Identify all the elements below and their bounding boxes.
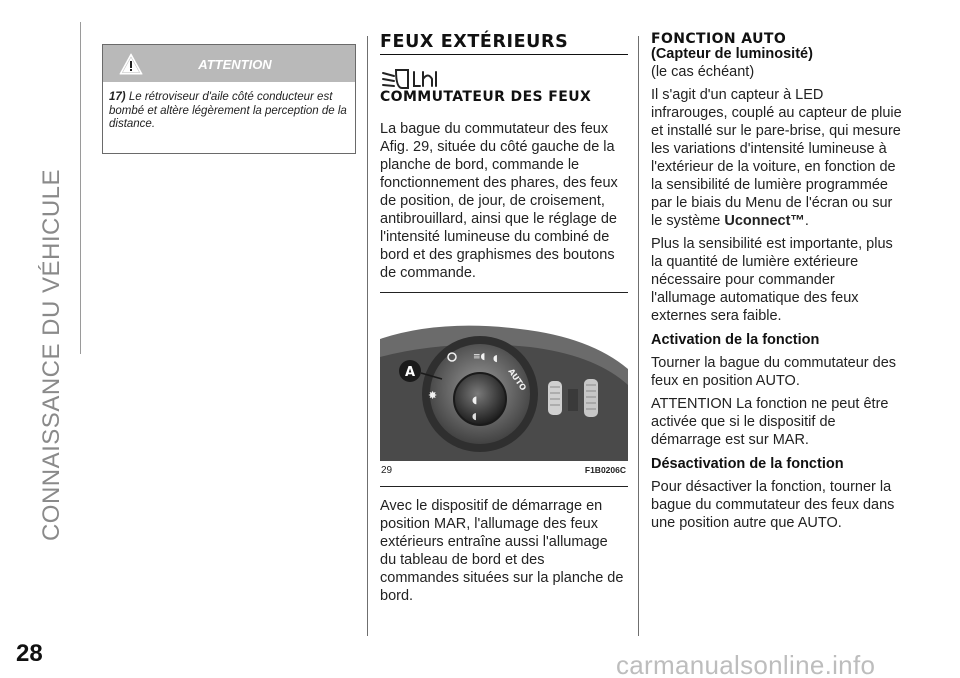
auto-function-subtitle: (Capteur de luminosité) — [651, 46, 813, 62]
light-switch-illustration — [380, 299, 628, 461]
side-divider — [80, 22, 81, 354]
deactivation-text: Pour désactiver la fonction, tourner la bague du commutateur des feux dans une position autre que AUTO. — [651, 479, 895, 531]
headlight-icon — [380, 64, 440, 92]
svg-text:✸: ✸ — [428, 389, 438, 402]
svg-text:◖: ◖ — [472, 395, 478, 406]
svg-text:≡◖: ≡◖ — [473, 352, 486, 362]
figure-auto-label: AUTO — [506, 366, 528, 393]
activation-text: Tourner la bague du commutateur des feux en position AUTO. — [651, 355, 897, 389]
deactivation-heading: Désactivation de la fonction — [651, 456, 844, 472]
side-heading-text: CONNAISSANCE DU VÉHICULE — [38, 168, 65, 542]
activation-heading: Activation de la fonction — [651, 332, 820, 348]
note-text: Le rétroviseur d'aile côté conducteur est bombé et altère légèrement la perception de la distance. — [109, 91, 347, 130]
sensor-text: Il s'agit d'un capteur à LED infrarouges, couplé au capteur de pluie et installé sur le pare-brise, qui mesure les variations d'intensité lumineuse à l'extérieur de la voiture, en fonction de la sensibilité de lumière programmée par le biais du Menu de l'écran ou sur le système — [651, 87, 902, 229]
sensitivity-paragraph: Plus la sensibilité est importante, plus la quantité de lumière extérieure nécessaire pour commander l'allumage automatique des feux externes sera faible. — [651, 236, 893, 324]
attention-box — [102, 44, 356, 154]
ignition-paragraph: Avec le dispositif de démarrage en position MAR, l'allumage des feux extérieurs entraîne aussi l'allumage du tableau de bord et des commandes situées sur la planche de bord. — [380, 498, 624, 604]
column-exterior-lights — [380, 32, 628, 604]
page-number: 28 — [16, 640, 43, 667]
attention-note — [103, 82, 355, 132]
svg-text:◖: ◖ — [472, 412, 477, 422]
auto-function-note: (le cas échéant) — [651, 64, 755, 80]
column-auto-function — [651, 32, 903, 532]
figure-callout-a: A — [404, 365, 416, 380]
footer-watermark: carmanualsonline.info — [616, 650, 876, 678]
column-divider-left — [367, 36, 368, 636]
figure-code: F1B0206C — [584, 465, 626, 475]
figure-light-switch — [380, 292, 628, 487]
note-number: 17) — [109, 91, 126, 103]
sensor-text-end: . — [804, 213, 809, 229]
uconnect-label: Uconnect™ — [724, 213, 805, 229]
section-title-row — [380, 32, 628, 55]
commutator-paragraph: La bague du commutateur des feux Afig. 29, située du côté gauche de la planche de bord, commande le fonctionnement des phares, des feux de position, de jour, de croisement, antibrouillard, ainsi que le réglage de l'intensité lumineuse du combiné de bord et des graphismes des boutons de commande. — [380, 121, 618, 281]
figure-number: 29 — [381, 465, 393, 476]
attention-header — [103, 45, 355, 82]
attention-title: ATTENTION — [198, 57, 272, 72]
attention-paragraph: ATTENTION La fonction ne peut être activée que si le dispositif de démarrage est sur MAR. — [651, 396, 889, 448]
column-divider-right — [638, 36, 639, 636]
section-title: FEUX EXTÉRIEURS — [380, 32, 569, 52]
svg-text:◖: ◖ — [493, 354, 498, 364]
subsection-title: COMMUTATEUR DES FEUX — [380, 89, 592, 105]
auto-function-title: FONCTION AUTO — [651, 31, 787, 47]
sensor-paragraph — [651, 86, 903, 230]
